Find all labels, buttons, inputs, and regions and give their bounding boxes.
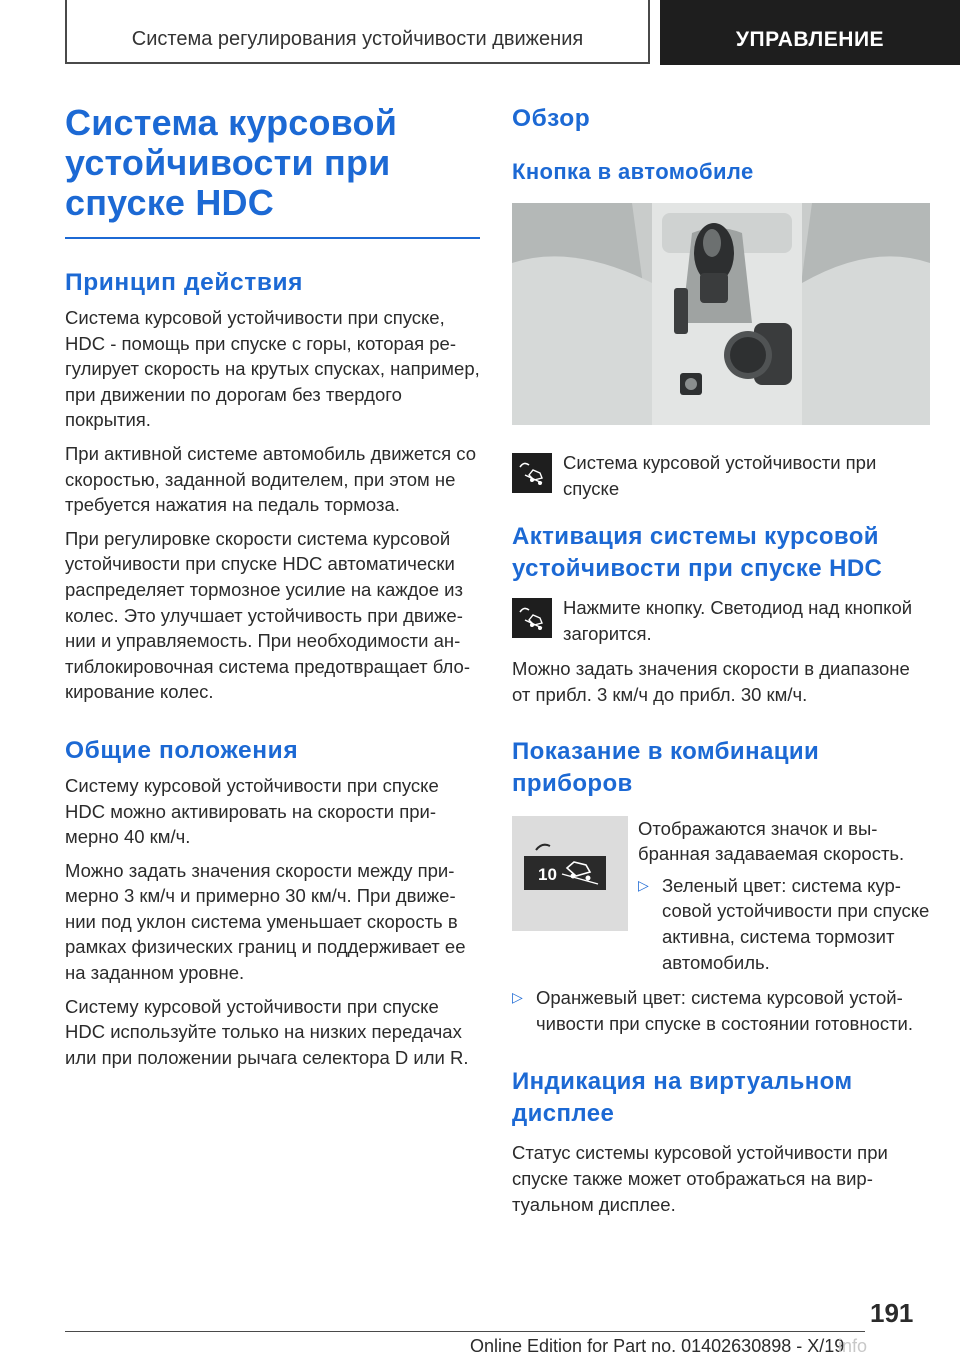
caption-hdc-text: Система курсовой устойчивости при спуске <box>563 452 877 499</box>
heading-principle: Принцип действия <box>65 269 304 296</box>
paragraph-principle-1: Система курсовой устойчивости при спуске, HDC - помощь при спуске с горы, которая регулирует скорость на крутых спусках, например, при движении по дорогам без твердого покрытия. <box>65 307 480 431</box>
footer-edition: Online Edition for Part no. 01402630898 - X/19 <box>470 1336 845 1356</box>
page-number: 191 <box>870 1298 914 1328</box>
speed-range-text: Можно задать значения скорости в диапазоне от прибл. 3 км/ч до прибл. 30 км/ч. <box>512 658 910 705</box>
bullet-green-text: Зеленый цвет: система курсовой устойчивости при спуске активна, система тормозит автомобиль. <box>662 874 930 973</box>
title-divider <box>65 237 480 239</box>
paragraph-general-2: Можно задать значения скорости между примерно 3 км/ч и примерно 30 км/ч. При движении под уклон система уменьшает скорость в рамках физических границ и поддерживает ее на заданном уровне. <box>65 859 466 984</box>
heading-overview: Обзор <box>512 105 591 132</box>
cluster-speed-value: 10 <box>538 864 557 884</box>
paragraph-principle-3: При регулировке скорости система курсовой устойчивости при спуске HDC автоматически распределяет тормозное усилие на каждое из колес. Это улучшает устойчивость при движении и управляемость. При необходимости антиблокировочная система предотвращает блокирование колес. <box>65 527 470 703</box>
cluster-text: Отображаются значок и выбранная задаваемая скорость. <box>638 817 905 865</box>
cluster-description <box>638 816 930 976</box>
header-section-title: Система регулирования устойчивости движения <box>131 28 584 50</box>
hdc-icon <box>512 453 552 493</box>
bullet-orange-text: Оранжевый цвет: система курсовой устойчивости при спуске в состоянии готовности. <box>536 987 914 1034</box>
cluster-section <box>512 816 930 976</box>
page-title: Система курсовой устойчивости при спуске HDC <box>65 102 398 223</box>
caption-hdc <box>512 450 930 501</box>
heading-button-in-car: Кнопка в автомобиле <box>512 159 754 184</box>
heading-general: Общие положения <box>65 736 299 764</box>
paragraph-general-3: Систему курсовой устойчивости при спуске HDC используйте только на низких передачах или при положении рычага селектора D или R. <box>65 995 469 1068</box>
paragraph-general-1: Систему курсовой устойчивости при спуске HDC можно активировать на скорости примерно 40 км/ч. <box>65 774 439 848</box>
list-item <box>512 985 930 1036</box>
right-column <box>512 100 930 1225</box>
activation-text: Нажмите кнопку. Светодиод над кнопкой загорится. <box>563 597 913 644</box>
heading-virtual-display: Индикация на виртуальном дисплее <box>512 1068 853 1128</box>
list-item <box>638 873 930 975</box>
virtual-display-text: Статус системы курсовой устойчивости при спуске также может отображаться на виртуальном дисплее. <box>512 1142 888 1215</box>
hdc-icon <box>512 598 552 638</box>
paragraph-principle-2: При активной системе автомобиль движется со скоростью, заданной водителем, при этом не требуется нажатия на педаль тормоза. <box>65 442 477 516</box>
footer-divider <box>65 1331 865 1332</box>
heading-cluster: Показание в комбинации приборов <box>512 737 820 797</box>
footer-watermark: info <box>838 1336 868 1356</box>
cluster-display-image <box>512 816 628 931</box>
heading-activation: Активация системы курсовой устойчивости при спуске HDC <box>512 523 883 583</box>
activation-step <box>512 595 930 646</box>
bullet-triangle-icon: ▷ <box>512 989 523 1006</box>
left-column <box>65 100 480 1078</box>
header-chapter-label: УПРАВЛЕНИЕ <box>660 0 960 65</box>
center-console-photo <box>512 203 930 425</box>
bullet-triangle-icon: ▷ <box>638 876 649 893</box>
